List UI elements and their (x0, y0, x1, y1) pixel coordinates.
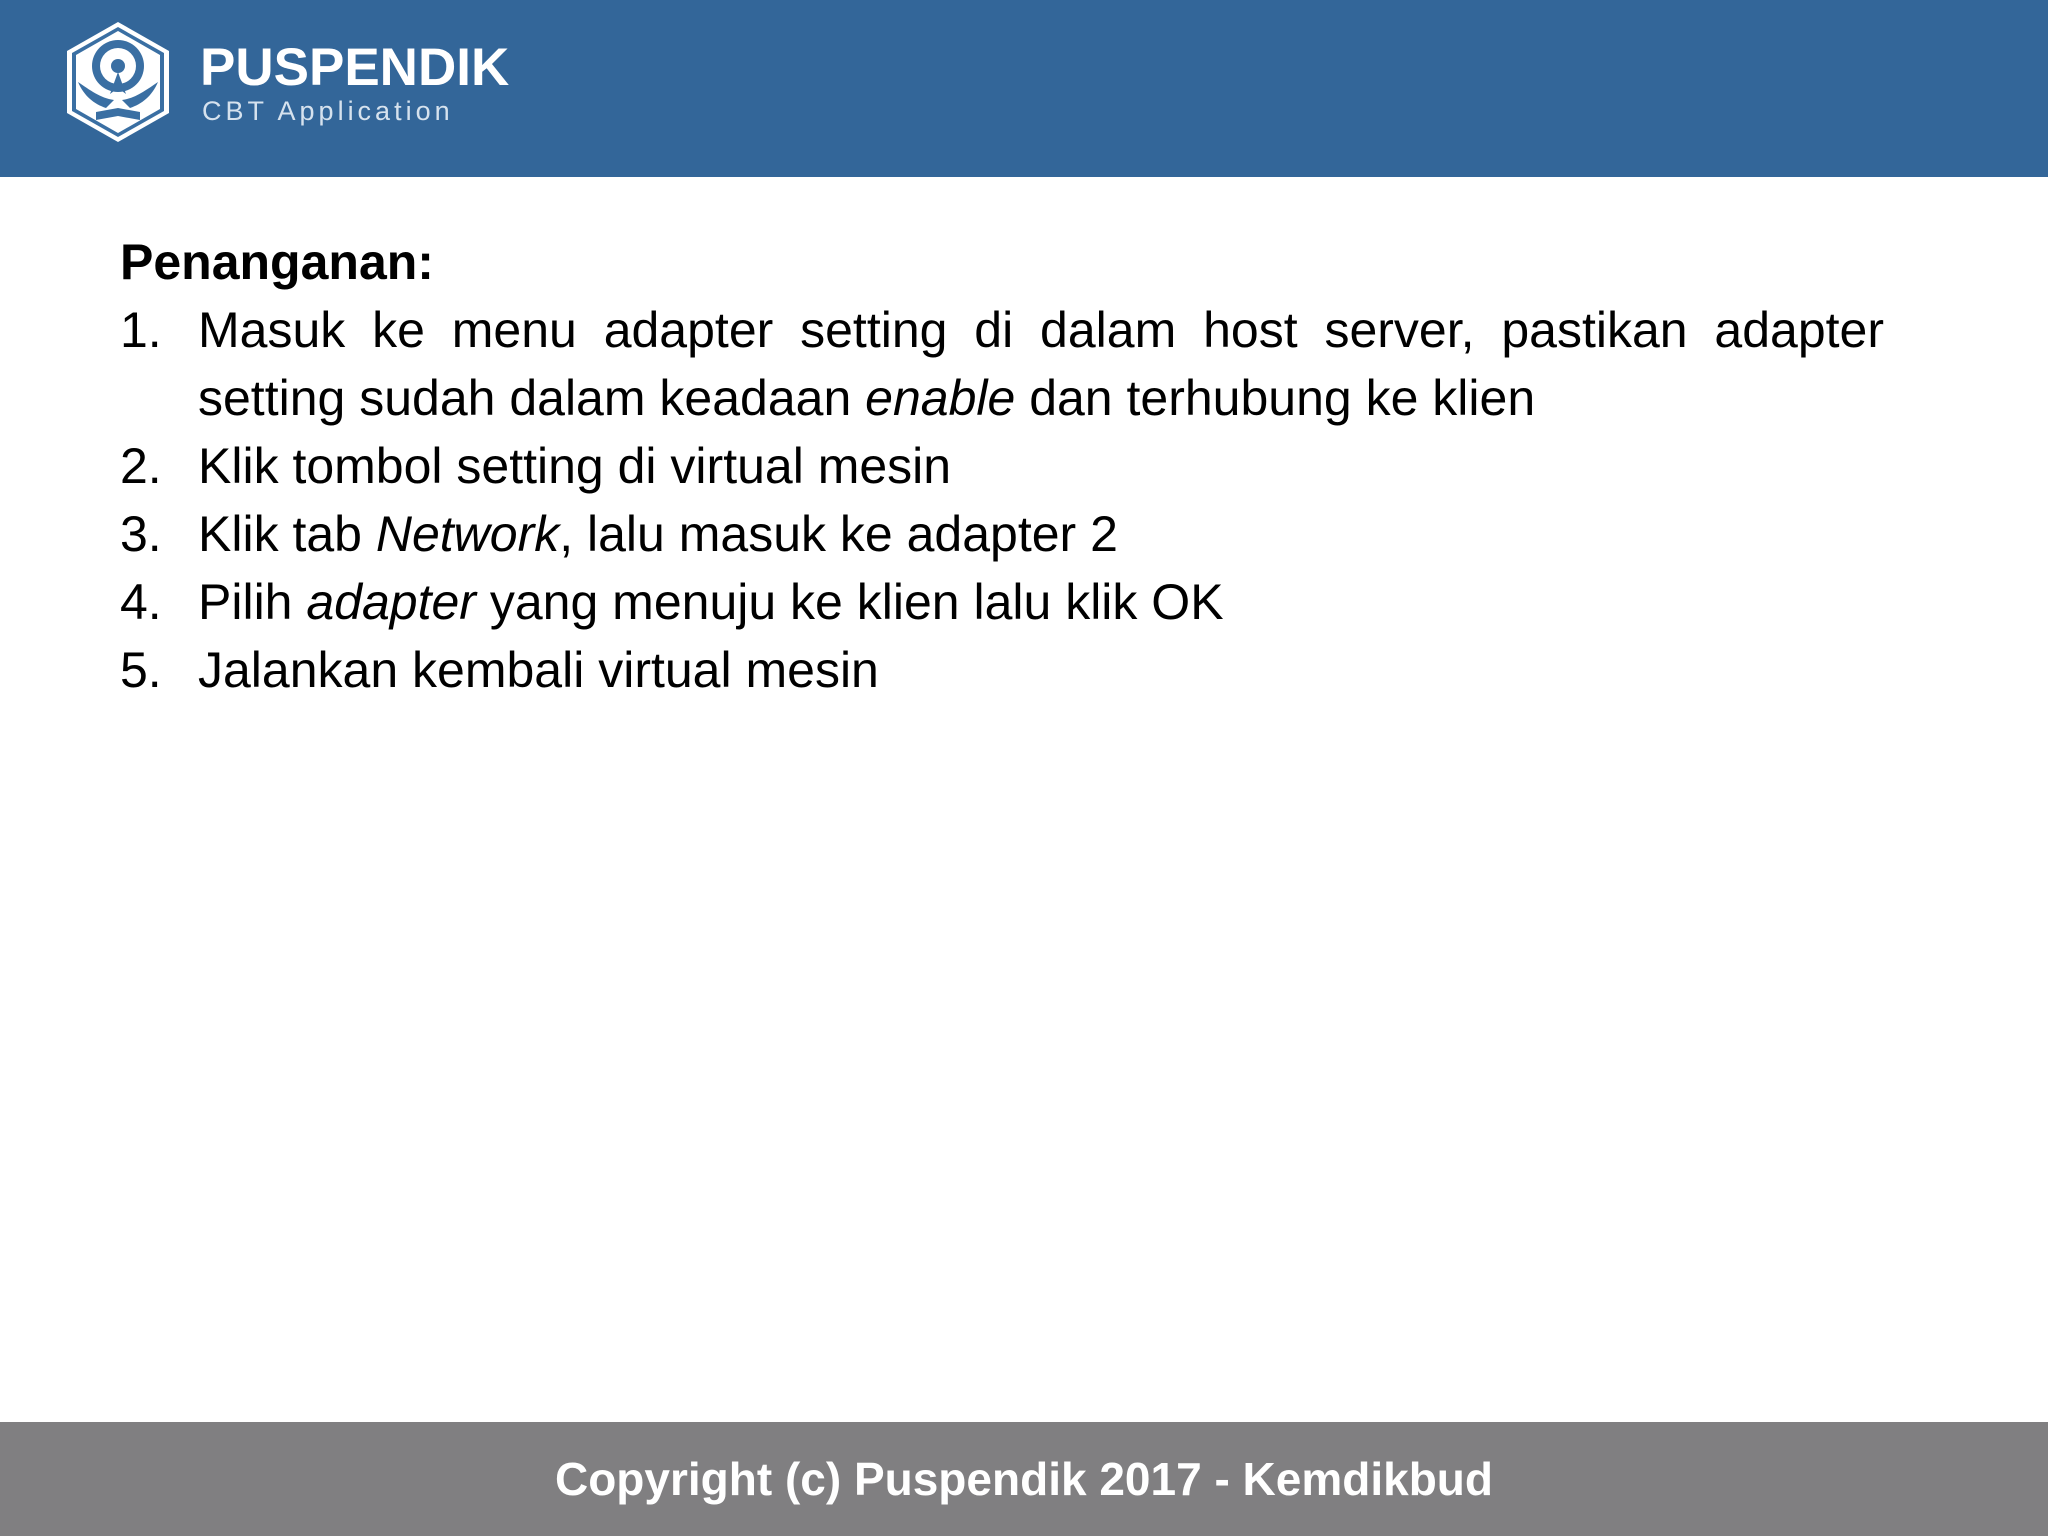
step-number: 3. (120, 506, 162, 562)
emphasis-text: Network (375, 506, 560, 562)
slide-content (120, 228, 1884, 704)
step-number: 4. (120, 574, 162, 630)
step-number: 1. (120, 302, 162, 358)
emphasis-text: enable (865, 370, 1016, 426)
step-text: Klik tab Network, lalu masuk ke adapter 2 (198, 506, 1118, 562)
section-heading: Penanganan: (120, 234, 434, 290)
footer-bar (0, 1422, 2048, 1536)
steps-list (120, 296, 1884, 704)
step-text: Jalankan kembali virtual mesin (198, 642, 879, 698)
copyright-text: Copyright (c) Puspendik 2017 - Kemdikbud (554, 1453, 1494, 1505)
step-item (120, 500, 1884, 568)
step-item (120, 296, 1884, 432)
app-header (0, 0, 2048, 177)
emphasis-text: adapter (306, 574, 476, 630)
step-item (120, 568, 1884, 636)
brand-subtitle: CBT Application (202, 96, 454, 126)
step-number: 2. (120, 438, 162, 494)
step-text: Klik tombol setting di virtual mesin (198, 438, 952, 494)
brand-name: PUSPENDIK (200, 38, 510, 97)
step-item (120, 432, 1884, 500)
tut-wuri-handayani-emblem-icon (56, 20, 180, 144)
step-number: 5. (120, 642, 162, 698)
step-text: Masuk ke menu adapter setting di dalam host server, pastikan adapter setting sudah dalam keadaan enable dan terhubung ke klien (198, 302, 1884, 426)
step-item (120, 636, 1884, 704)
step-text: Pilih adapter yang menuju ke klien lalu klik OK (198, 574, 1224, 630)
